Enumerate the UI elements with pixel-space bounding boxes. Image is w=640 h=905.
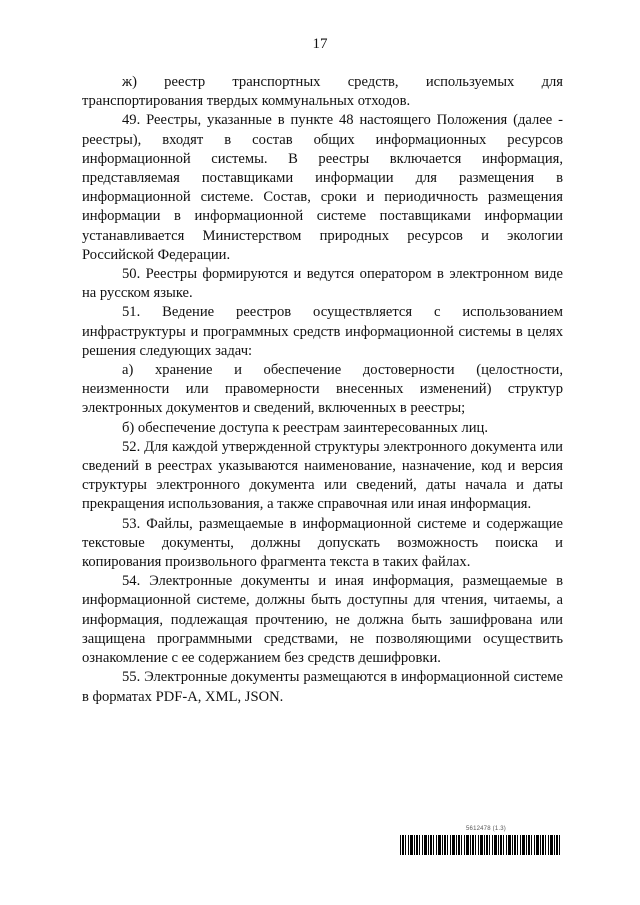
paragraph-52: 52. Для каждой утвержденной структуры электронного документа или сведений в реестрах указываются наименование, назначение, код и версия структуры электронного документа или сведений, даты начала и даты прекращения использования, а также справочная или иная информация.	[82, 438, 563, 513]
barcode-image	[400, 835, 561, 855]
paragraph-item-zh: ж) реестр транспортных средств, используемых для транспортирования твердых коммунальных отходов.	[82, 74, 563, 110]
paragraph-50: 50. Реестры формируются и ведутся оператором в электронном виде на русском языке.	[82, 266, 563, 302]
document-body	[82, 73, 563, 707]
paragraph-51-b: б) обеспечение доступа к реестрам заинтересованных лиц.	[122, 419, 489, 436]
paragraph-53: 53. Файлы, размещаемые в информационной системе и содержащие текстовые документы, должны допускать возможность поиска и копирования произвольного фрагмента текста в таких файлах.	[82, 515, 563, 571]
paragraph-51-a: а) хранение и обеспечение достоверности (целостности, неизменности или правомерности внесенных изменений) структур электронных документов и сведений, включенных в реестры;	[82, 362, 563, 417]
page-number: 17	[312, 36, 328, 52]
paragraph-51: 51. Ведение реестров осуществляется с использованием инфраструктуры и программных средств информационной системы в целях решения следующих задач:	[82, 304, 563, 359]
paragraph-54: 54. Электронные документы и иная информация, размещаемые в информационной системе, должны быть доступны для чтения, читаемы, а информация, подлежащая прочтению, не должна быть зашифрована или защищена программными средствами, не позволяющими осуществить ознакомление с ее содержанием без средств дешифровки.	[82, 573, 563, 667]
paragraph-49: 49. Реестры, указанные в пункте 48 настоящего Положения (далее - реестры), входят в состав общих информационных ресурсов информационной системы. В реестры включается информация, представляемая поставщиками информации для размещения в информационной системе. Состав, сроки и периодичность размещения информации в информационной системе поставщиками информации устанавливается Министерством природных ресурсов и экологии Российской Федерации.	[82, 112, 563, 263]
barcode-caption: 5612478 (1.3)	[466, 826, 506, 832]
paragraph-55: 55. Электронные документы размещаются в информационной системе в форматах PDF-A, XML, JSON.	[82, 669, 563, 705]
